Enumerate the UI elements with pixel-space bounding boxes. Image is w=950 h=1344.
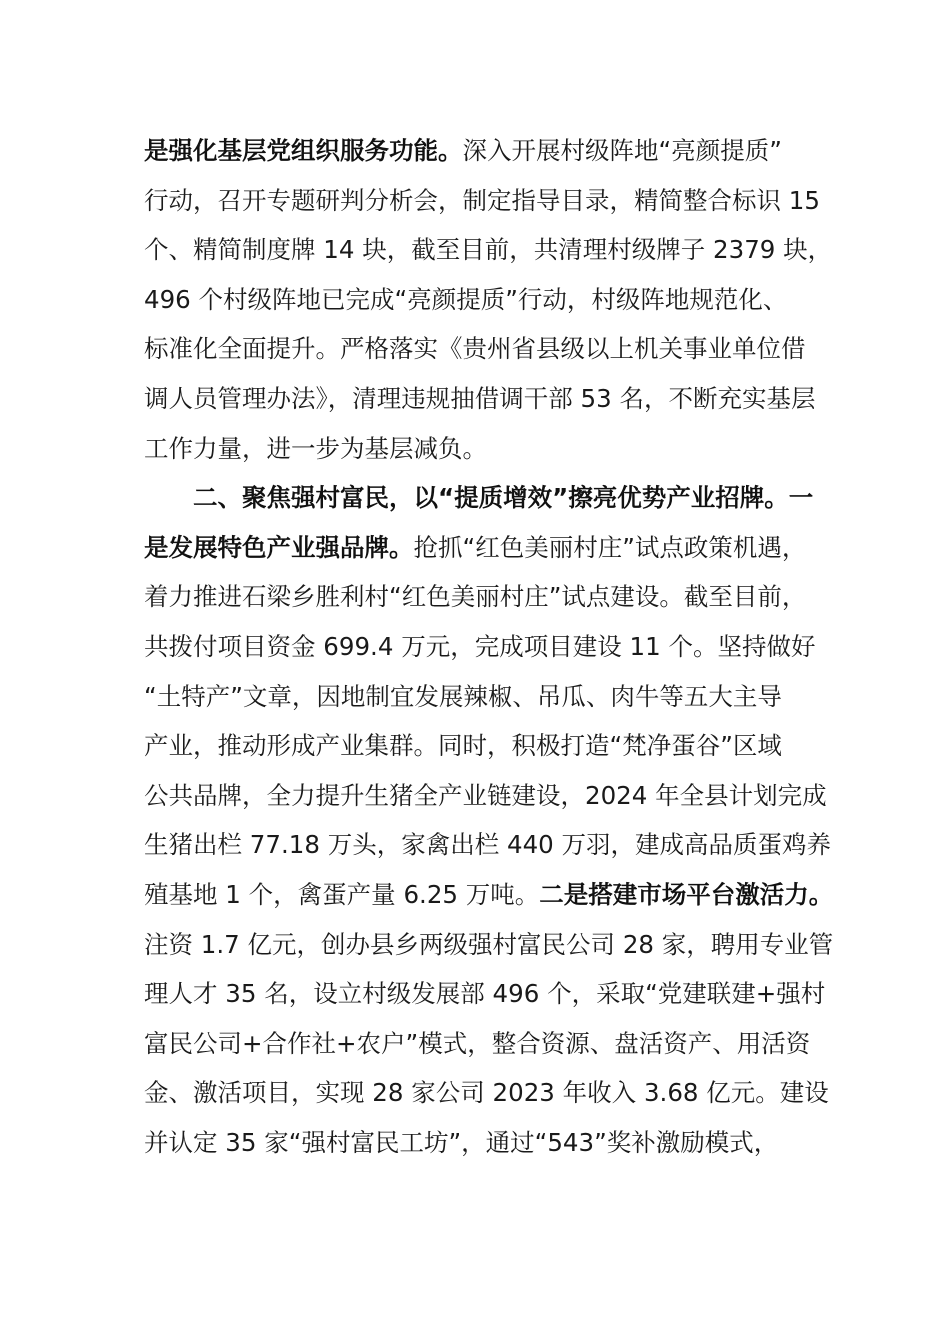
line-text: 抢抓“红色美丽村庄”试点政策机遇， <box>413 532 807 562</box>
line-text: 496 个村级阵地已完成“亮颜提质”行动，村级阵地规范化、 <box>144 284 788 314</box>
line-text: 金、激活项目，实现 28 家公司 2023 年收入 3.68 亿元。建设 <box>144 1078 829 1108</box>
line-text: 理人才 35 名，设立村级发展部 496 个，采取“党建联建+强村 <box>144 979 826 1009</box>
text-line <box>144 920 834 970</box>
text-line <box>144 523 810 573</box>
line-text: 工作力量，进一步为基层减负。 <box>144 433 487 463</box>
text-line <box>144 1019 810 1069</box>
text-line <box>144 225 833 275</box>
line-text: 殖基地 1 个，禽蛋产量 6.25 万吨。 <box>144 879 540 909</box>
bold-heading: 二是搭建市场平台激活力。 <box>539 879 834 909</box>
text-line <box>144 771 827 821</box>
text-line <box>144 870 834 920</box>
text-line <box>144 721 810 771</box>
line-text: 标准化全面提升。严格落实《贵州省县级以上机关事业单位借 <box>144 334 806 364</box>
line-text: 共拨付项目资金 699.4 万元，完成项目建设 11 个。坚持做好 <box>144 631 816 661</box>
line-text: 深入开展村级阵地“亮颜提质” <box>462 136 782 165</box>
text-line <box>144 374 816 424</box>
line-text: “土特产”文章，因地制宜发展辣椒、吊瓜、肉牛等五大主导 <box>144 681 782 711</box>
text-line <box>144 622 816 672</box>
line-text: 个、精简制度牌 14 块，截至目前，共清理村级牌子 2379 块， <box>144 235 833 265</box>
bold-heading: 是发展特色产业强品牌。 <box>144 532 414 562</box>
text-line <box>144 820 832 870</box>
text-line <box>144 424 810 474</box>
bold-heading: 是强化基层党组织服务功能。 <box>144 136 463 165</box>
line-text: 行动，召开专题研判分析会，制定指导目录，精简整合标识 15 <box>144 185 820 215</box>
text-line <box>144 324 810 374</box>
section-heading-line <box>144 473 814 523</box>
line-text: 并认定 35 家“强村富民工坊”，通过“543”奖补激励模式， <box>144 1127 779 1157</box>
text-line <box>144 126 810 176</box>
line-text: 富民公司+合作社+农户”模式，整合资源、盘活资产、用活资 <box>144 1028 811 1058</box>
text-line <box>144 572 810 622</box>
line-text: 公共品牌，全力提升生猪全产业链建设，2024 年全县计划完成 <box>144 780 827 810</box>
text-line <box>144 1118 810 1168</box>
line-text: 注资 1.7 亿元，创办县乡两级强村富民公司 28 家，聘用专业管 <box>144 929 834 959</box>
text-line <box>144 1068 829 1118</box>
line-text: 产业，推动形成产业集群。同时，积极打造“梵净蛋谷”区域 <box>144 731 782 761</box>
line-text: 调人员管理办法》，清理违规抽借调干部 53 名，不断充实基层 <box>144 383 816 413</box>
line-text: 着力推进石梁乡胜利村“红色美丽村庄”试点建设。截至目前， <box>144 582 807 612</box>
line-text: 生猪出栏 77.18 万头，家禽出栏 440 万羽，建成高品质蛋鸡养 <box>144 830 832 860</box>
text-line <box>144 176 820 226</box>
document-body <box>144 126 834 1167</box>
text-line <box>144 969 826 1019</box>
text-line <box>144 672 810 722</box>
section-heading: 二、聚焦强村富民，以“提质增效”擦亮优势产业招牌。一 <box>193 483 814 513</box>
text-line <box>144 275 810 325</box>
